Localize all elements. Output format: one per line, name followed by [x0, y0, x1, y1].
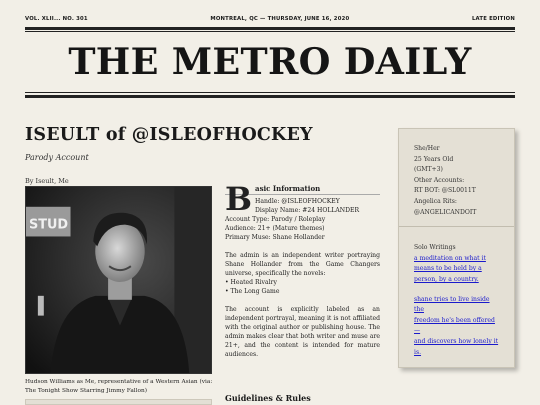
solo-writings-title: Solo Writings [414, 244, 456, 252]
info-primary-muse: Primary Muse: Shane Hollander [225, 234, 325, 241]
novel-item: • The Long Game [225, 288, 280, 295]
link-line: means to be held by a [414, 265, 482, 273]
writing-link-freedom[interactable] [414, 295, 499, 359]
edition-label: LATE EDITION [471, 16, 515, 22]
link-line: person, by a country. [414, 275, 479, 283]
dateline: MONTREAL, QC — THURSDAY, JUNE 16, 2020 [210, 16, 350, 22]
profile-photo [25, 186, 212, 374]
top-info-bar [25, 16, 515, 22]
info-account-type: Account Type: Parody / Roleplay [225, 216, 326, 223]
link-line: is. [414, 348, 422, 356]
link-line: a meditation on what it [414, 254, 486, 262]
link-line: and discovers how lonely it [414, 337, 499, 345]
portrait-image [26, 187, 211, 373]
other-accounts-label: Other Accounts: [414, 176, 465, 184]
writing-link-meditation[interactable] [414, 254, 499, 286]
masthead-bottom-rule [25, 95, 515, 98]
drop-cap: B [225, 180, 253, 218]
masthead-top-rule [25, 27, 515, 30]
info-display-name: Display Name: #24 HOLLANDER [255, 207, 360, 214]
link-line: shane tries to live inside the [414, 295, 490, 314]
caption-box [25, 399, 212, 405]
guidelines-heading: Guidelines & Rules [225, 393, 311, 403]
info-handle: Handle: @ISLEOFHOCKEY [255, 198, 340, 205]
angelica-rits-account: @ANGELICANDOIT [414, 208, 477, 216]
background-sign-text: STUD [28, 217, 69, 233]
article-body [225, 180, 380, 359]
age: 25 Years Old [414, 155, 454, 163]
sidebar-details [399, 129, 514, 226]
basic-information-title: asic Information [225, 184, 380, 195]
masthead-bottom-rule-thin [25, 92, 515, 93]
pronouns: She/Her [414, 145, 440, 152]
article-paragraph-1: The admin is an independent writer portraying Shane Hollander from the Game Changers universe, specifically the novels: [225, 252, 380, 277]
solo-writings-section [399, 227, 514, 358]
masthead-top-rule-thin [25, 31, 515, 32]
volume-number: VOL. XLII... NO. 301 [25, 16, 88, 22]
info-audience: Audience: 21+ (Mature themes) [225, 225, 325, 232]
angelica-rits-label: Angelica Rits: [414, 197, 457, 205]
rt-bot-account: RT BOT: @SL0011T [414, 187, 476, 195]
timezone: (GMT+3) [414, 166, 443, 174]
article-headline: ISEULT of @ISLEOFHOCKEY [25, 125, 313, 145]
article-subhead: Parody Account [25, 153, 89, 162]
photo-caption: Hudson Williams as Me, representative of a Western Asian (via: The Tonight Show Starring Jimmy Fallon) [25, 379, 213, 394]
article-byline: By Iseult, Me [25, 177, 69, 185]
profile-sidebar [398, 128, 515, 368]
masthead-title: THE METRO DAILY [68, 40, 472, 83]
link-line: freedom he's been offered— [414, 316, 495, 335]
novel-item: • Heated Rivalry [225, 279, 277, 286]
article-paragraph-2: The account is explicitly labeled as an independent portrayal, meaning it is not affiliated with the original author or publishing house. The admin makes clear that both writer and muse are 21+, and the content is intended for mature audiences. [225, 306, 380, 358]
